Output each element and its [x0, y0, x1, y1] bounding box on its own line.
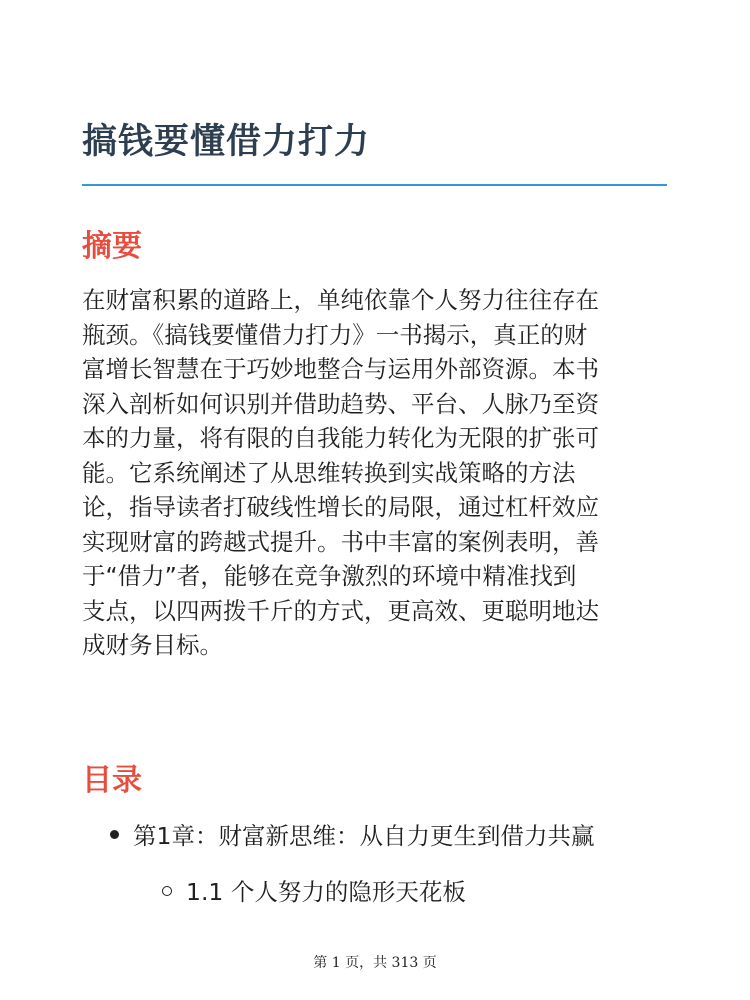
abstract-line: 支点，以四两拨千斤的方式，更高效、更聪明地达	[82, 596, 599, 625]
abstract-paragraph	[82, 283, 672, 663]
toc-chapter-label: 第1章：财富新思维：从自力更生到借力共赢	[133, 822, 595, 850]
abstract-line: 富增长智慧在于巧妙地整合与运用外部资源。本书	[82, 355, 599, 383]
abstract-line: 成财务目标。	[82, 631, 223, 659]
abstract-heading: 摘要	[82, 229, 142, 264]
abstract-line: 本的力量，将有限的自我能力转化为无限的扩张可	[82, 424, 599, 452]
abstract-line: 深入剖析如何识别并借助趋势、平台、人脉乃至资	[82, 389, 599, 418]
abstract-line: 能。它系统阐述了从思维转换到实战策略的方法	[82, 458, 576, 487]
abstract-line: 瓶颈。《搞钱要懂借力打力》一书揭示，真正的财	[82, 320, 588, 349]
abstract-line: 论，指导读者打破线性增长的局限，通过杠杆效应	[82, 493, 599, 521]
abstract-line: 实现财富的跨越式提升。书中丰富的案例表明，善	[82, 527, 599, 556]
book-title: 搞钱要懂借力打力	[82, 122, 371, 162]
abstract-line: 于“借力”者，能够在竞争激烈的环境中精准找到	[82, 562, 577, 590]
toc-section-label: 1.1 个人努力的隐形天花板	[186, 878, 466, 906]
toc-heading: 目录	[82, 763, 142, 798]
bullet-disc-icon	[110, 830, 119, 839]
bullet-circle-icon	[162, 886, 172, 896]
abstract-line: 在财富积累的道路上，单纯依靠个人努力往往存在	[82, 286, 599, 314]
toc-chapter-item[interactable]	[110, 819, 594, 853]
page-number-footer: 第 1 页，共 313 页	[313, 955, 437, 971]
toc-section-item[interactable]	[162, 875, 466, 909]
title-divider	[82, 184, 667, 186]
